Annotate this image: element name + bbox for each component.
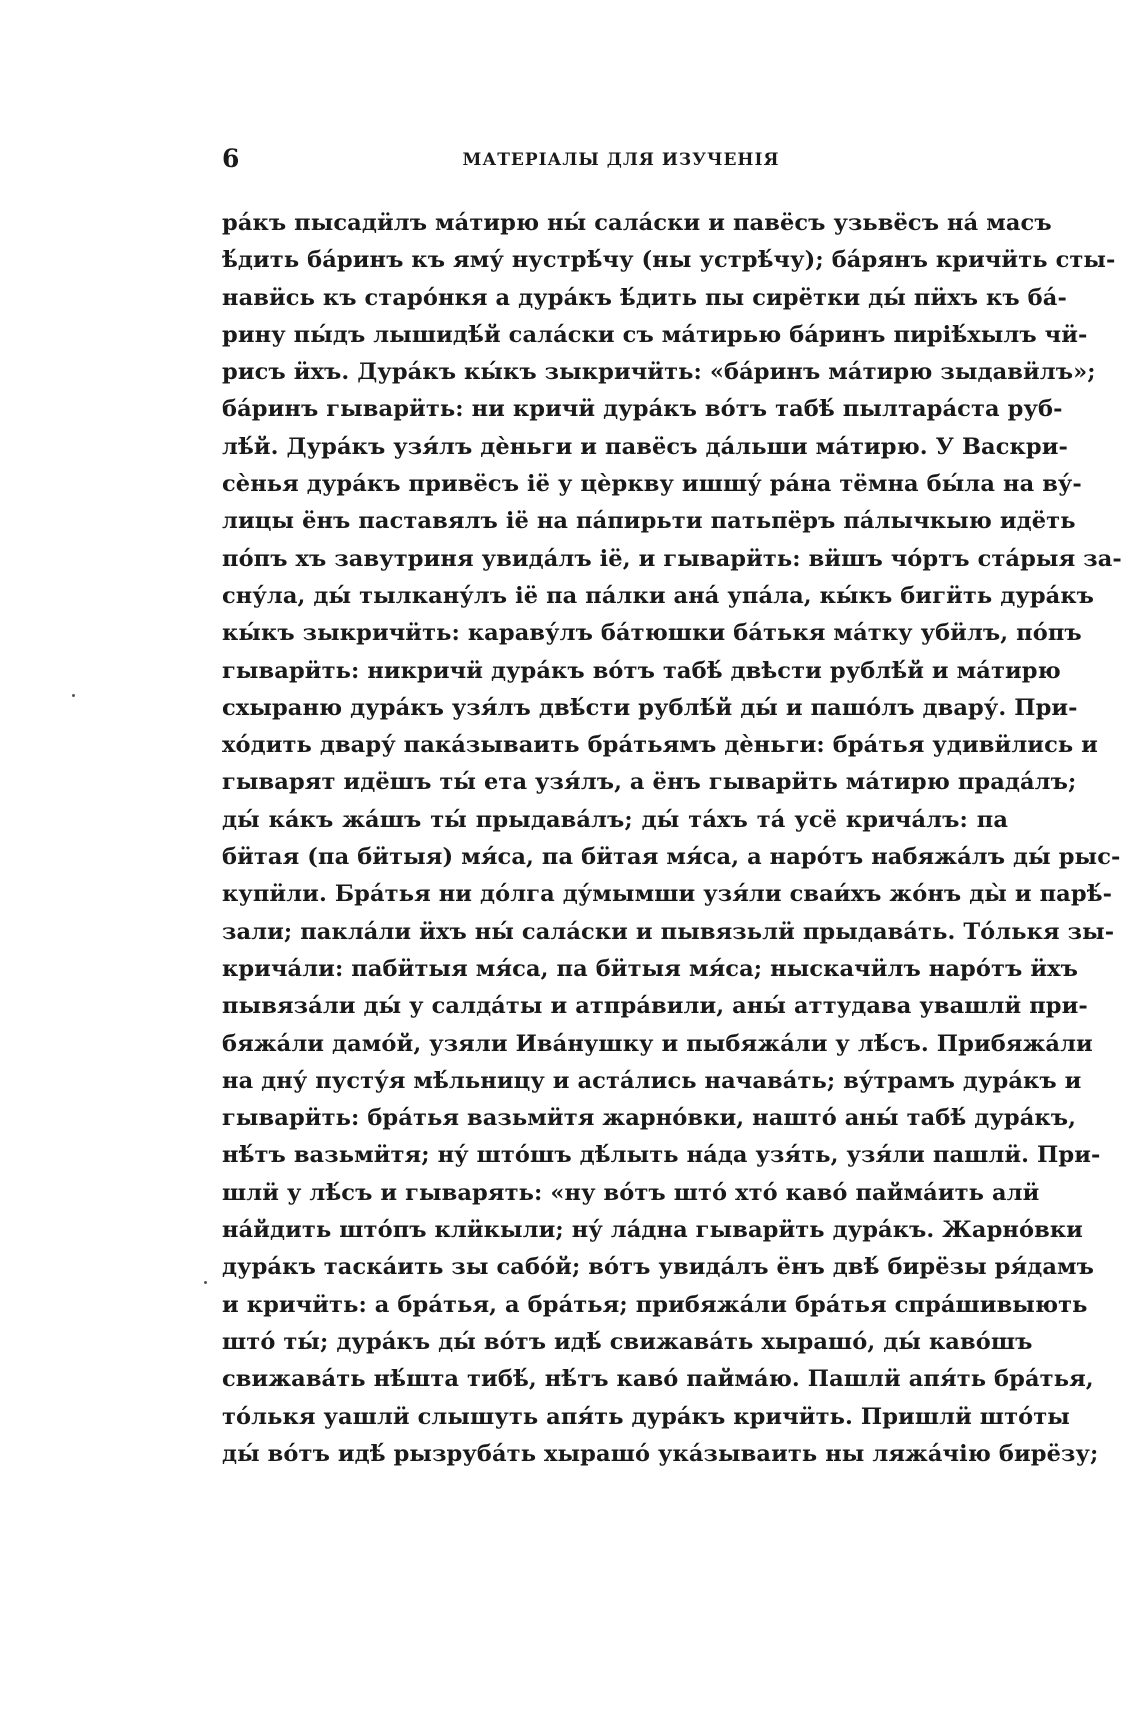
text-line: бӥтая (па бӥтыя) мя́са, па бӥтая мя́са, а наро́тъ набяжа́лъ ды́ рыс- — [222, 844, 1121, 871]
text-line: што́ ты́; дура́къ ды́ во́тъ идѣ́ свижава́ть хырашо́, ды́ каво́шъ — [222, 1328, 1033, 1355]
text-line: гыварӥть: никричӥ дура́къ во́тъ табѣ́ двѣсти рублѣ́й и ма́тирю — [222, 657, 1061, 684]
text-line: ды́ ка́къ жа́шъ ты́ прыдава́лъ; ды́ та́хъ та́ усё крича́лъ: па — [222, 806, 1008, 833]
text-line: зали; пакла́ли ӥхъ ны́ сала́ски и пывязьлӥ прыдава́ть. То́лькя зы- — [222, 918, 1115, 945]
text-line: ды́ во́тъ идѣ́ рызруба́ть хырашо́ ука́зываить ны ляжа́чію бирёзу; — [222, 1440, 1099, 1467]
page-number: 6 — [222, 144, 240, 173]
text-line: на дну́ пусту́я мѣ́льницу и аста́лись начава́ть; ву́трамъ дура́къ и — [222, 1067, 1082, 1094]
running-head — [222, 144, 1010, 180]
text-line: ра́къ пысадӥлъ ма́тирю ны́ сала́ски и павёсъ узьвёсъ на́ масъ — [222, 210, 1052, 236]
text-line: ѣ́дить ба́ринъ къ яму́ нустрѣ́чу (ны устрѣ́чу); ба́рянъ кричӥть сты- — [222, 247, 1116, 274]
text-line: купӥли. Бра́тья ни до́лга ду́мымши узя́ли сваи́хъ жо́нъ ды̀ и парѣ́- — [222, 881, 1113, 908]
text-line: сну́ла, ды́ тылкану́лъ іё па па́лки ана́ упа́ла, кы́къ бигӥть дура́къ — [222, 582, 1095, 609]
text-line: свижава́ть нѣ́шта тибѣ́, нѣ́тъ каво́ пайма́ю. Пашлӥ апя́ть бра́тья, — [222, 1366, 1094, 1393]
text-line: дура́къ таска́ить зы сабо́й; во́тъ увида́лъ ёнъ двѣ́ бирёзы ря́дамъ — [222, 1254, 1095, 1281]
text-line: то́лькя уашлӥ слышуть апя́ть дура́къ кричӥть. Пришлӥ што́ты — [222, 1403, 1070, 1430]
text-line: на́йдить што́пъ клӥкыли; ну́ ла́дна гыварӥть дура́къ. Жарно́вки — [222, 1217, 1083, 1244]
text-line: гыварят идёшъ ты́ ета узя́лъ, а ёнъ гыварӥть ма́тирю прада́лъ; — [222, 769, 1077, 796]
text-line: пывяза́ли ды́ у салда́ты и атпра́вили, аны́ аттудава увашлӥ при- — [222, 993, 1088, 1020]
text-line: хо́дить двару́ пака́зываить бра́тьямъ дѐньги: бра́тья удивӥлись и — [222, 732, 1098, 759]
text-line: гыварӥть: бра́тья вазьмӥтя жарно́вки, нашто́ аны́ табѣ́ дура́къ, — [222, 1105, 1077, 1132]
text-line: и кричӥть: а бра́тья, а бра́тья; прибяжа́ли бра́тья спра́шивыють — [222, 1291, 1088, 1318]
text-line: ба́ринъ гыварӥть: ни кричӥ дура́къ во́тъ табѣ́ пылтара́ста руб- — [222, 396, 1063, 423]
scan-speck — [72, 694, 75, 697]
text-line: лѣ́й. Дура́къ узя́лъ дѐньги и павёсъ да́льши ма́тирю. У Васкри- — [222, 433, 1068, 460]
body-text — [222, 205, 1122, 1473]
running-title: МАТЕРІАЛЫ ДЛЯ ИЗУЧЕНІЯ — [462, 150, 780, 170]
text-line: бяжа́ли дамо́й, узяли Ива́нушку и пыбяжа́ли у лѣ́съ. Прибяжа́ли — [222, 1030, 1093, 1057]
text-line: схыраню дура́къ узя́лъ двѣ́сти рублѣ́й ды́ и пашо́лъ двару́. При- — [222, 694, 1078, 721]
text-line: рину пы́дъ лышидѣ́й сала́ски съ ма́тирью ба́ринъ пиріѣ́хылъ чӥ- — [222, 321, 1088, 348]
text-line: шлӥ у лѣ́съ и гыварять: «ну во́тъ што́ хто́ каво́ пайма́ить алӥ — [222, 1179, 1040, 1206]
text-line: лицы ёнъ паставялъ іё на па́пирьти патьпёръ па́лычкыю идёть — [222, 508, 1076, 535]
text-line: рисъ ӥхъ. Дура́къ кы́къ зыкричӥть: «ба́ринъ ма́тирю зыдавӥлъ»; — [222, 359, 1096, 386]
text-line: нѣ́тъ вазьмӥтя; ну́ што́шъ дѣ́лыть на́да узя́ть, узя́ли пашлӥ. При- — [222, 1142, 1101, 1169]
text-line: кы́къ зыкричӥть: караву́лъ ба́тюшки ба́тькя ма́тку убӥлъ, по́пъ — [222, 620, 1082, 647]
text-line: по́пъ хъ завутриня увида́лъ іё, и гыварӥть: вӥшъ чо́ртъ ста́рыя за- — [222, 545, 1122, 572]
text-line: сѐнья дура́къ привёсъ іё у цѐркву ишшу́ ра́на тёмна бы́ла на ву́- — [222, 471, 1082, 498]
text-line: крича́ли: пабӥтыя мя́са, па бӥтыя мя́са; ныскачӥлъ наро́тъ ӥхъ — [222, 955, 1078, 982]
scan-speck — [204, 1281, 207, 1284]
text-line: навӥсь къ старо́нкя а дура́къ ѣ́дить пы сирётки ды́ пӥхъ къ ба́- — [222, 284, 1067, 311]
